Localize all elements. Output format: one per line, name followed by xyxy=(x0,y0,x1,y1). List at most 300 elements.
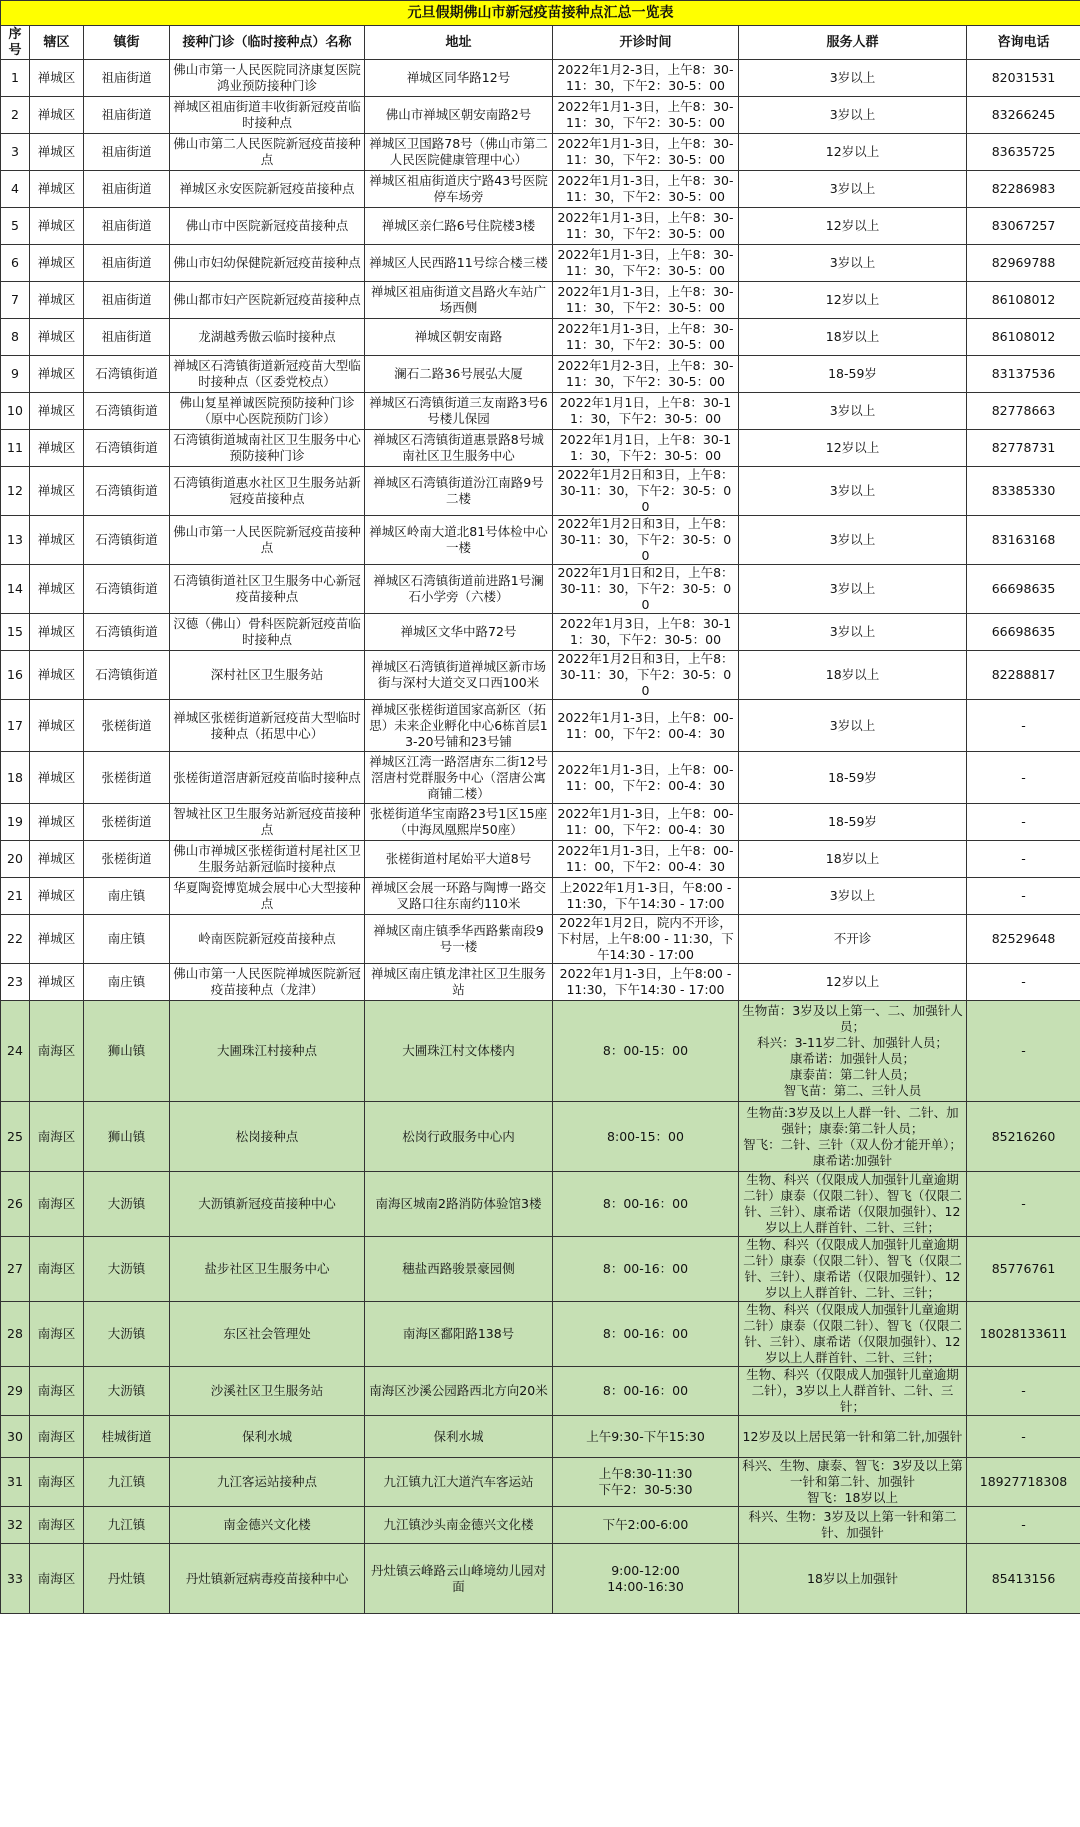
cell-district: 南海区 xyxy=(30,1458,84,1507)
cell-district: 禅城区 xyxy=(30,245,84,282)
cell-district: 南海区 xyxy=(30,1416,84,1458)
table-row xyxy=(1,1544,1080,1614)
cell-group: 3岁以上 xyxy=(739,171,967,208)
cell-no: 32 xyxy=(1,1507,30,1544)
cell-no: 24 xyxy=(1,1001,30,1102)
cell-group: 3岁以上 xyxy=(739,516,967,565)
cell-no: 7 xyxy=(1,282,30,319)
cell-hours: 上午8:30-11:30 下午2：30-5:30 xyxy=(553,1458,739,1507)
cell-address: 禅城区文华中路72号 xyxy=(365,614,553,651)
cell-district: 南海区 xyxy=(30,1544,84,1614)
cell-street: 石湾镇街道 xyxy=(84,516,170,565)
cell-no: 27 xyxy=(1,1237,30,1302)
cell-phone: 66698635 xyxy=(967,614,1080,651)
cell-name: 禅城区永安医院新冠疫苗接种点 xyxy=(170,171,365,208)
cell-name: 佛山都市妇产医院新冠疫苗接种点 xyxy=(170,282,365,319)
table-row xyxy=(1,516,1080,565)
cell-phone: - xyxy=(967,841,1080,878)
cell-no: 31 xyxy=(1,1458,30,1507)
cell-no: 18 xyxy=(1,752,30,804)
cell-district: 禅城区 xyxy=(30,60,84,97)
table-row xyxy=(1,430,1080,467)
cell-group: 科兴、生物：3岁及以上第一针和第二针、加强针 xyxy=(739,1507,967,1544)
cell-group: 生物、科兴（仅限成人加强针儿童逾期二针）康泰（仅限二针）、智飞（仅限二针、三针）、康希诺（仅限加强针）、12岁以上人群首针、二针、三针； xyxy=(739,1237,967,1302)
cell-street: 桂城街道 xyxy=(84,1416,170,1458)
cell-street: 大沥镇 xyxy=(84,1367,170,1416)
cell-address: 南海区城南2路消防体验馆3楼 xyxy=(365,1172,553,1237)
table-row xyxy=(1,1416,1080,1458)
table-row xyxy=(1,282,1080,319)
cell-district: 禅城区 xyxy=(30,356,84,393)
cell-street: 狮山镇 xyxy=(84,1001,170,1102)
cell-name: 禅城区石湾镇街道新冠疫苗大型临时接种点（区委党校点） xyxy=(170,356,365,393)
cell-hours: 上2022年1月1-3日，午8:00 - 11:30，下午14:30 - 17:00 xyxy=(553,878,739,915)
cell-street: 祖庙街道 xyxy=(84,282,170,319)
cell-name: 保利水城 xyxy=(170,1416,365,1458)
cell-phone: 85776761 xyxy=(967,1237,1080,1302)
cell-address: 禅城区岭南大道北81号体检中心一楼 xyxy=(365,516,553,565)
title-row xyxy=(1,1,1080,26)
cell-name: 松岗接种点 xyxy=(170,1102,365,1172)
cell-address: 张槎街道村尾始平大道8号 xyxy=(365,841,553,878)
cell-district: 禅城区 xyxy=(30,393,84,430)
cell-group: 12岁及以上居民第一针和第二针,加强针 xyxy=(739,1416,967,1458)
cell-name: 智城社区卫生服务站新冠疫苗接种点 xyxy=(170,804,365,841)
table-title: 元旦假期佛山市新冠疫苗接种点汇总一览表 xyxy=(1,1,1080,26)
cell-no: 13 xyxy=(1,516,30,565)
cell-phone: 83385330 xyxy=(967,467,1080,516)
cell-phone: - xyxy=(967,1172,1080,1237)
cell-address: 禅城区亲仁路6号住院楼3楼 xyxy=(365,208,553,245)
cell-hours: 8：00-16：00 xyxy=(553,1367,739,1416)
cell-group: 3岁以上 xyxy=(739,245,967,282)
table-row xyxy=(1,171,1080,208)
cell-name: 丹灶镇新冠病毒疫苗接种中心 xyxy=(170,1544,365,1614)
cell-hours: 2022年1月3日，上午8：30-11：30，下午2：30-5：00 xyxy=(553,614,739,651)
table-row xyxy=(1,1237,1080,1302)
cell-address: 禅城区祖庙街道庆宁路43号医院停车场旁 xyxy=(365,171,553,208)
cell-phone: - xyxy=(967,804,1080,841)
cell-name: 佛山市第二人民医院新冠疫苗接种点 xyxy=(170,134,365,171)
cell-name: 佛山市妇幼保健院新冠疫苗接种点 xyxy=(170,245,365,282)
cell-street: 大沥镇 xyxy=(84,1172,170,1237)
cell-name: 佛山市第一人民医院新冠疫苗接种点 xyxy=(170,516,365,565)
table-row xyxy=(1,651,1080,700)
cell-no: 33 xyxy=(1,1544,30,1614)
cell-hours: 8：00-16：00 xyxy=(553,1172,739,1237)
cell-phone: 82969788 xyxy=(967,245,1080,282)
col-header-district: 辖区 xyxy=(30,26,84,60)
cell-address: 禅城区南庄镇季华西路紫南段9号一楼 xyxy=(365,915,553,964)
cell-hours: 2022年1月1-3日，上午8：30-11：30，下午2：30-5：00 xyxy=(553,97,739,134)
cell-no: 2 xyxy=(1,97,30,134)
table-row xyxy=(1,964,1080,1001)
cell-phone: 83163168 xyxy=(967,516,1080,565)
cell-district: 禅城区 xyxy=(30,565,84,614)
cell-district: 禅城区 xyxy=(30,208,84,245)
cell-district: 禅城区 xyxy=(30,171,84,208)
cell-street: 祖庙街道 xyxy=(84,319,170,356)
cell-name: 石湾镇街道社区卫生服务中心新冠疫苗接种点 xyxy=(170,565,365,614)
cell-name: 佛山市禅城区张槎街道村尾社区卫生服务站新冠临时接种点 xyxy=(170,841,365,878)
cell-hours: 2022年1月1-3日，上午8：30-11：30，下午2：30-5：00 xyxy=(553,245,739,282)
cell-district: 南海区 xyxy=(30,1237,84,1302)
cell-phone: 82031531 xyxy=(967,60,1080,97)
cell-district: 南海区 xyxy=(30,1302,84,1367)
cell-district: 南海区 xyxy=(30,1507,84,1544)
cell-no: 22 xyxy=(1,915,30,964)
cell-no: 21 xyxy=(1,878,30,915)
cell-name: 深村社区卫生服务站 xyxy=(170,651,365,700)
table-row xyxy=(1,467,1080,516)
cell-group: 12岁以上 xyxy=(739,208,967,245)
cell-address: 九江镇九江大道汽车客运站 xyxy=(365,1458,553,1507)
cell-phone: 18028133611 xyxy=(967,1302,1080,1367)
cell-group: 3岁以上 xyxy=(739,565,967,614)
cell-street: 祖庙街道 xyxy=(84,245,170,282)
cell-address: 佛山市禅城区朝安南路2号 xyxy=(365,97,553,134)
cell-street: 祖庙街道 xyxy=(84,97,170,134)
cell-group: 3岁以上 xyxy=(739,97,967,134)
cell-street: 南庄镇 xyxy=(84,915,170,964)
cell-hours: 2022年1月1日，上午8：30-11：30，下午2：30-5：00 xyxy=(553,393,739,430)
cell-name: 岭南医院新冠疫苗接种点 xyxy=(170,915,365,964)
cell-hours: 2022年1月1-3日，上午8：00-11：00，下午2：00-4：30 xyxy=(553,700,739,752)
cell-phone: 83067257 xyxy=(967,208,1080,245)
cell-district: 禅城区 xyxy=(30,700,84,752)
table-row xyxy=(1,1302,1080,1367)
col-header-address: 地址 xyxy=(365,26,553,60)
cell-hours: 2022年1月1-3日，上午8：00-11：00，下午2：00-4：30 xyxy=(553,841,739,878)
cell-group: 生物、科兴（仅限成人加强针儿童逾期二针），3岁以上人群首针、二针、三针； xyxy=(739,1367,967,1416)
cell-group: 18岁以上 xyxy=(739,319,967,356)
cell-address: 禅城区石湾镇街道三友南路3号6号楼儿保园 xyxy=(365,393,553,430)
cell-hours: 2022年1月1-3日，上午8：30-11：30，下午2：30-5：00 xyxy=(553,282,739,319)
table-row xyxy=(1,700,1080,752)
col-header-hours: 开诊时间 xyxy=(553,26,739,60)
cell-name: 大沥镇新冠疫苗接种中心 xyxy=(170,1172,365,1237)
cell-no: 16 xyxy=(1,651,30,700)
cell-district: 南海区 xyxy=(30,1367,84,1416)
cell-district: 禅城区 xyxy=(30,804,84,841)
cell-group: 3岁以上 xyxy=(739,700,967,752)
cell-name: 九江客运站接种点 xyxy=(170,1458,365,1507)
cell-district: 禅城区 xyxy=(30,614,84,651)
cell-hours: 2022年1月1日，上午8：30-11：30，下午2：30-5：00 xyxy=(553,430,739,467)
cell-hours: 2022年1月1-3日，上午8:00 - 11:30，下午14:30 - 17:00 xyxy=(553,964,739,1001)
cell-hours: 2022年1月2日，院内不开诊，下村居，上午8:00 - 11:30，下午14:30 - 17:00 xyxy=(553,915,739,964)
cell-hours: 2022年1月1-3日，上午8：30-11：30，下午2：30-5：00 xyxy=(553,319,739,356)
cell-no: 10 xyxy=(1,393,30,430)
cell-no: 14 xyxy=(1,565,30,614)
cell-phone: - xyxy=(967,964,1080,1001)
cell-phone: 82778731 xyxy=(967,430,1080,467)
cell-address: 保利水城 xyxy=(365,1416,553,1458)
col-header-name: 接种门诊（临时接种点）名称 xyxy=(170,26,365,60)
cell-group: 18-59岁 xyxy=(739,804,967,841)
cell-address: 丹灶镇云峰路云山峰境幼儿园对面 xyxy=(365,1544,553,1614)
cell-street: 祖庙街道 xyxy=(84,60,170,97)
cell-district: 禅城区 xyxy=(30,516,84,565)
cell-group: 3岁以上 xyxy=(739,467,967,516)
cell-hours: 下午2:00-6:00 xyxy=(553,1507,739,1544)
cell-name: 佛山市第一人民医院同济康复医院鸿业预防接种门诊 xyxy=(170,60,365,97)
cell-hours: 上午9:30-下午15:30 xyxy=(553,1416,739,1458)
cell-group: 3岁以上 xyxy=(739,60,967,97)
cell-phone: 83137536 xyxy=(967,356,1080,393)
cell-hours: 2022年1月1-3日，上午8：30-11：30，下午2：30-5：00 xyxy=(553,134,739,171)
cell-no: 20 xyxy=(1,841,30,878)
cell-hours: 2022年1月1日和2日，上午8：30-11：30，下午2：30-5：00 xyxy=(553,565,739,614)
cell-phone: - xyxy=(967,878,1080,915)
cell-phone: 82286983 xyxy=(967,171,1080,208)
cell-no: 12 xyxy=(1,467,30,516)
cell-no: 1 xyxy=(1,60,30,97)
cell-street: 张槎街道 xyxy=(84,804,170,841)
cell-phone: 18927718308 xyxy=(967,1458,1080,1507)
cell-street: 南庄镇 xyxy=(84,878,170,915)
cell-group: 生物苗：3岁及以上第一、二、加强针人员； 科兴：3-11岁二针、加强针人员； 康希诺：加强针人员； 康泰苗：第二针人员； 智飞苗：第二、三针人员 xyxy=(739,1001,967,1102)
cell-phone: 82288817 xyxy=(967,651,1080,700)
cell-phone: - xyxy=(967,752,1080,804)
cell-district: 南海区 xyxy=(30,1172,84,1237)
cell-name: 南金德兴文化楼 xyxy=(170,1507,365,1544)
cell-address: 禅城区朝安南路 xyxy=(365,319,553,356)
cell-hours: 8：00-15：00 xyxy=(553,1001,739,1102)
cell-no: 3 xyxy=(1,134,30,171)
cell-hours: 2022年1月2-3日，上午8：30-11：30，下午2：30-5：00 xyxy=(553,60,739,97)
cell-address: 禅城区石湾镇街道惠景路8号城南社区卫生服务中心 xyxy=(365,430,553,467)
cell-group: 18岁以上 xyxy=(739,651,967,700)
cell-district: 南海区 xyxy=(30,1001,84,1102)
cell-group: 18-59岁 xyxy=(739,752,967,804)
cell-name: 佛山市第一人民医院禅城医院新冠疫苗接种点（龙津） xyxy=(170,964,365,1001)
cell-hours: 2022年1月2日和3日，上午8：30-11：30，下午2：30-5：00 xyxy=(553,651,739,700)
cell-district: 禅城区 xyxy=(30,134,84,171)
cell-no: 5 xyxy=(1,208,30,245)
cell-no: 11 xyxy=(1,430,30,467)
cell-street: 大沥镇 xyxy=(84,1302,170,1367)
cell-district: 禅城区 xyxy=(30,841,84,878)
cell-street: 九江镇 xyxy=(84,1458,170,1507)
cell-group: 生物、科兴（仅限成人加强针儿童逾期二针）康泰（仅限二针）、智飞（仅限二针、三针）、康希诺（仅限加强针）、12岁以上人群首针、二针、三针； xyxy=(739,1302,967,1367)
cell-address: 禅城区石湾镇街道汾江南路9号二楼 xyxy=(365,467,553,516)
cell-group: 12岁以上 xyxy=(739,430,967,467)
cell-no: 25 xyxy=(1,1102,30,1172)
table-row xyxy=(1,565,1080,614)
cell-group: 12岁以上 xyxy=(739,282,967,319)
cell-address: 禅城区会展一环路与陶博一路交叉路口往东南约110米 xyxy=(365,878,553,915)
cell-district: 禅城区 xyxy=(30,964,84,1001)
cell-address: 穗盐西路骏景豪园侧 xyxy=(365,1237,553,1302)
cell-hours: 2022年1月2日和3日，上午8：30-11：30，下午2：30-5：00 xyxy=(553,516,739,565)
cell-street: 石湾镇街道 xyxy=(84,614,170,651)
table-row xyxy=(1,804,1080,841)
table-row xyxy=(1,97,1080,134)
cell-phone: 82778663 xyxy=(967,393,1080,430)
table-row xyxy=(1,614,1080,651)
cell-group: 18-59岁 xyxy=(739,356,967,393)
cell-group: 生物、科兴（仅限成人加强针儿童逾期二针）康泰（仅限二针）、智飞（仅限二针、三针）、康希诺（仅限加强针）、12岁以上人群首针、二针、三针； xyxy=(739,1172,967,1237)
cell-address: 澜石二路36号展弘大厦 xyxy=(365,356,553,393)
cell-address: 禅城区江湾一路滘唐东二街12号滘唐村党群服务中心（滘唐公寓商铺二楼） xyxy=(365,752,553,804)
cell-group: 3岁以上 xyxy=(739,614,967,651)
cell-name: 张槎街道滘唐新冠疫苗临时接种点 xyxy=(170,752,365,804)
cell-no: 15 xyxy=(1,614,30,651)
cell-hours: 2022年1月2-3日，上午8：30-11：30，下午2：30-5：00 xyxy=(553,356,739,393)
cell-phone: 86108012 xyxy=(967,282,1080,319)
cell-hours: 2022年1月1-3日，上午8：00-11：00，下午2：00-4：30 xyxy=(553,804,739,841)
cell-address: 禅城区南庄镇龙津社区卫生服务站 xyxy=(365,964,553,1001)
col-header-group: 服务人群 xyxy=(739,26,967,60)
cell-group: 科兴、生物、康泰、智飞：3岁及以上第一针和第二针、加强针 智飞：18岁以上 xyxy=(739,1458,967,1507)
header-row xyxy=(1,26,1080,60)
cell-street: 石湾镇街道 xyxy=(84,565,170,614)
cell-name: 石湾镇街道惠水社区卫生服务站新冠疫苗接种点 xyxy=(170,467,365,516)
cell-no: 19 xyxy=(1,804,30,841)
cell-hours: 8:00-15：00 xyxy=(553,1102,739,1172)
table-row xyxy=(1,1102,1080,1172)
cell-district: 禅城区 xyxy=(30,752,84,804)
cell-street: 石湾镇街道 xyxy=(84,651,170,700)
cell-address: 九江镇沙头南金德兴文化楼 xyxy=(365,1507,553,1544)
cell-group: 生物苗:3岁及以上人群一针、二针、加强针；康泰:第二针人员； 智飞：二针、三针（双人份才能开单）；康希诺:加强针 xyxy=(739,1102,967,1172)
table-row xyxy=(1,752,1080,804)
table-row xyxy=(1,319,1080,356)
cell-district: 禅城区 xyxy=(30,282,84,319)
cell-street: 南庄镇 xyxy=(84,964,170,1001)
cell-phone: 83635725 xyxy=(967,134,1080,171)
cell-district: 南海区 xyxy=(30,1102,84,1172)
cell-address: 大圃珠江村文体楼内 xyxy=(365,1001,553,1102)
cell-name: 龙湖越秀傲云临时接种点 xyxy=(170,319,365,356)
cell-name: 佛山市中医院新冠疫苗接种点 xyxy=(170,208,365,245)
table-row xyxy=(1,1172,1080,1237)
cell-street: 大沥镇 xyxy=(84,1237,170,1302)
cell-name: 大圃珠江村接种点 xyxy=(170,1001,365,1102)
cell-hours: 2022年1月1-3日，上午8：00-11：00，下午2：00-4：30 xyxy=(553,752,739,804)
cell-hours: 2022年1月2日和3日，上午8：30-11：30，下午2：30-5：00 xyxy=(553,467,739,516)
cell-group: 12岁以上 xyxy=(739,964,967,1001)
table-body xyxy=(1,60,1080,1614)
cell-no: 4 xyxy=(1,171,30,208)
cell-no: 8 xyxy=(1,319,30,356)
cell-address: 禅城区卫国路78号（佛山市第二人民医院健康管理中心） xyxy=(365,134,553,171)
cell-phone: - xyxy=(967,700,1080,752)
cell-street: 张槎街道 xyxy=(84,700,170,752)
cell-phone: 82529648 xyxy=(967,915,1080,964)
table-row xyxy=(1,841,1080,878)
cell-no: 30 xyxy=(1,1416,30,1458)
cell-group: 18岁以上 xyxy=(739,841,967,878)
cell-street: 张槎街道 xyxy=(84,752,170,804)
cell-street: 石湾镇街道 xyxy=(84,430,170,467)
cell-no: 23 xyxy=(1,964,30,1001)
cell-street: 石湾镇街道 xyxy=(84,467,170,516)
cell-street: 祖庙街道 xyxy=(84,171,170,208)
table-row xyxy=(1,1001,1080,1102)
table-row xyxy=(1,134,1080,171)
cell-address: 禅城区人民西路11号综合楼三楼 xyxy=(365,245,553,282)
cell-address: 禅城区石湾镇街道禅城区新市场街与深村大道交叉口西100米 xyxy=(365,651,553,700)
cell-street: 狮山镇 xyxy=(84,1102,170,1172)
cell-phone: 85413156 xyxy=(967,1544,1080,1614)
cell-street: 祖庙街道 xyxy=(84,208,170,245)
cell-hours: 8：00-16：00 xyxy=(553,1237,739,1302)
cell-address: 禅城区张槎街道国家高新区（拓思）未来企业孵化中心6栋首层13-20号铺和23号铺 xyxy=(365,700,553,752)
cell-phone: 86108012 xyxy=(967,319,1080,356)
col-header-street: 镇街 xyxy=(84,26,170,60)
cell-no: 6 xyxy=(1,245,30,282)
cell-name: 佛山复星禅诚医院预防接种门诊（原中心医院预防门诊） xyxy=(170,393,365,430)
cell-group: 3岁以上 xyxy=(739,878,967,915)
table-row xyxy=(1,1367,1080,1416)
cell-phone: - xyxy=(967,1416,1080,1458)
cell-address: 张槎街道华宝南路23号1区15座（中海凤凰熙岸50座） xyxy=(365,804,553,841)
table-row xyxy=(1,878,1080,915)
table-row xyxy=(1,60,1080,97)
cell-phone: 83266245 xyxy=(967,97,1080,134)
cell-group: 12岁以上 xyxy=(739,134,967,171)
cell-hours: 9:00-12:00 14:00-16:30 xyxy=(553,1544,739,1614)
table-row xyxy=(1,915,1080,964)
cell-name: 东区社会管理处 xyxy=(170,1302,365,1367)
cell-address: 松岗行政服务中心内 xyxy=(365,1102,553,1172)
col-header-phone: 咨询电话 xyxy=(967,26,1080,60)
cell-no: 26 xyxy=(1,1172,30,1237)
cell-street: 丹灶镇 xyxy=(84,1544,170,1614)
cell-name: 沙溪社区卫生服务站 xyxy=(170,1367,365,1416)
cell-phone: - xyxy=(967,1367,1080,1416)
cell-street: 石湾镇街道 xyxy=(84,356,170,393)
cell-street: 祖庙街道 xyxy=(84,134,170,171)
cell-group: 3岁以上 xyxy=(739,393,967,430)
cell-district: 禅城区 xyxy=(30,319,84,356)
cell-phone: - xyxy=(967,1507,1080,1544)
cell-name: 盐步社区卫生服务中心 xyxy=(170,1237,365,1302)
cell-no: 28 xyxy=(1,1302,30,1367)
cell-phone: - xyxy=(967,1001,1080,1102)
col-header-no: 序号 xyxy=(1,26,30,60)
cell-district: 禅城区 xyxy=(30,467,84,516)
cell-name: 华夏陶瓷博览城会展中心大型接种点 xyxy=(170,878,365,915)
cell-address: 南海区鄱阳路138号 xyxy=(365,1302,553,1367)
cell-no: 29 xyxy=(1,1367,30,1416)
cell-district: 禅城区 xyxy=(30,878,84,915)
cell-district: 禅城区 xyxy=(30,651,84,700)
cell-district: 禅城区 xyxy=(30,430,84,467)
cell-address: 禅城区石湾镇街道前进路1号澜石小学旁（六楼） xyxy=(365,565,553,614)
table-row xyxy=(1,245,1080,282)
table-row xyxy=(1,1507,1080,1544)
table-row xyxy=(1,393,1080,430)
cell-address: 南海区沙溪公园路西北方向20米 xyxy=(365,1367,553,1416)
cell-street: 九江镇 xyxy=(84,1507,170,1544)
table-row xyxy=(1,1458,1080,1507)
cell-name: 禅城区张槎街道新冠疫苗大型临时接种点（拓思中心） xyxy=(170,700,365,752)
cell-name: 汉德（佛山）骨科医院新冠疫苗临时接种点 xyxy=(170,614,365,651)
cell-district: 禅城区 xyxy=(30,915,84,964)
cell-hours: 2022年1月1-3日，上午8：30-11：30，下午2：30-5：00 xyxy=(553,208,739,245)
cell-hours: 8：00-16：00 xyxy=(553,1302,739,1367)
cell-hours: 2022年1月1-3日，上午8：30-11：30，下午2：30-5：00 xyxy=(553,171,739,208)
cell-street: 张槎街道 xyxy=(84,841,170,878)
cell-street: 石湾镇街道 xyxy=(84,393,170,430)
cell-group: 不开诊 xyxy=(739,915,967,964)
cell-phone: 66698635 xyxy=(967,565,1080,614)
cell-name: 禅城区祖庙街道丰收街新冠疫苗临时接种点 xyxy=(170,97,365,134)
cell-phone: 85216260 xyxy=(967,1102,1080,1172)
